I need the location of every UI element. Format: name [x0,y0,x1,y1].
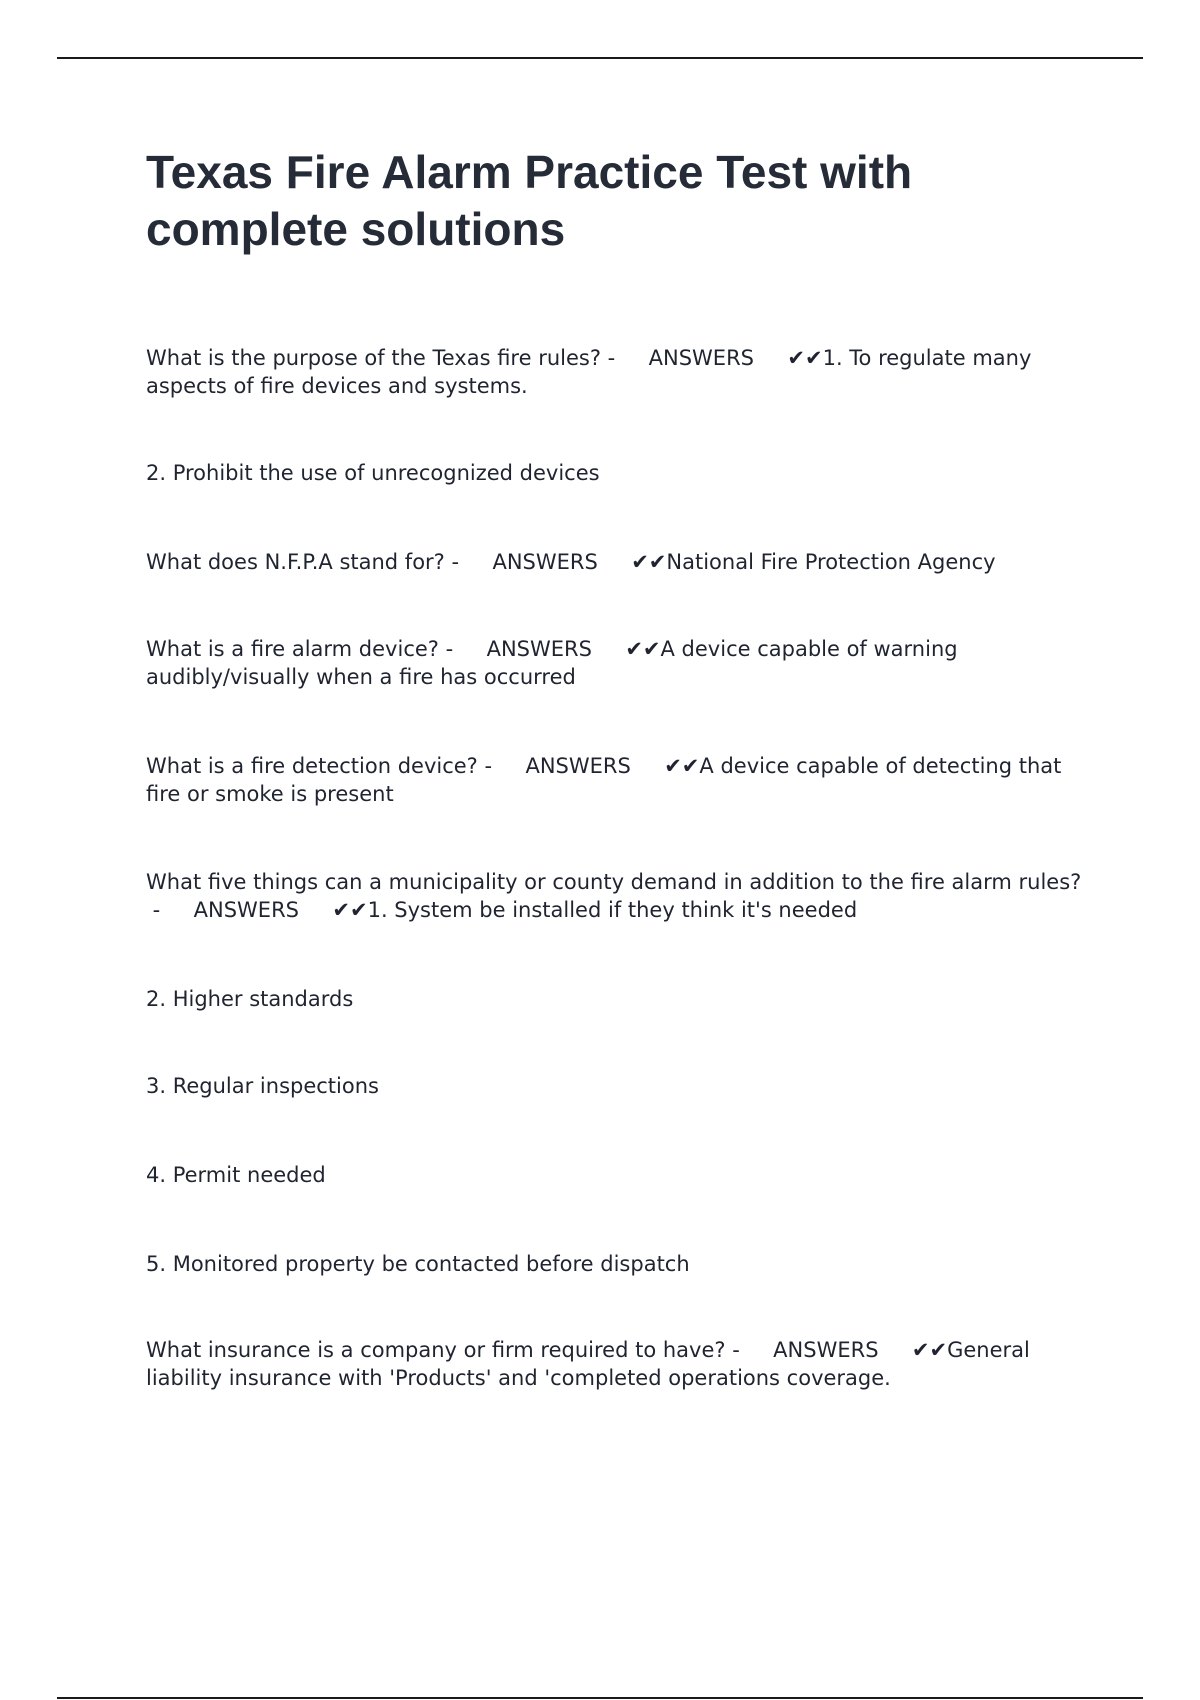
answer-continuation: 4. Permit needed [146,1163,326,1187]
separator: - [444,550,493,574]
qa-entry [146,344,1086,400]
separator: - [725,1338,774,1362]
answer-continuation: 5. Monitored property be contacted before dispatch [146,1252,690,1276]
question-text: What is the purpose of the Texas fire rules? [146,346,601,370]
qa-entry [146,752,1086,808]
answers-label: ANSWERS [525,754,631,778]
check-marks: ✔✔ [878,1338,948,1362]
answer-text: 1. System be installed if they think it's needed [367,898,858,922]
separator: - [601,346,649,370]
document-title: Texas Fire Alarm Practice Test with complete solutions [146,146,913,255]
answer-text: A device capable of detecting that fire or smoke is present [146,754,1062,806]
answer-text: General liability insurance with 'Products' and 'completed operations coverage. [146,1338,1030,1390]
separator: - [477,754,526,778]
check-marks: ✔✔ [597,550,667,574]
qa-entry [146,635,1086,691]
answer-text: A device capable of warning audibly/visually when a fire has occurred [146,637,958,689]
question-text: What does N.F.P.A stand for? [146,550,445,574]
answer-continuation: 2. Prohibit the use of unrecognized devices [146,461,600,485]
answers-label: ANSWERS [648,346,754,370]
qa-entry [146,1336,1086,1392]
separator: - [146,898,194,922]
answer-continuation: 2. Higher standards [146,987,354,1011]
answer-text: 1. To regulate many aspects of fire devices and systems. [146,346,1032,398]
answers-label: ANSWERS [486,637,592,661]
top-rule [57,57,1143,59]
check-marks: ✔✔ [754,346,823,370]
answers-label: ANSWERS [193,898,299,922]
qa-entry [146,548,1086,576]
check-marks: ✔✔ [630,754,700,778]
question-text: What is a fire alarm device? [146,637,439,661]
question-text: What five things can a municipality or county demand in addition to the fire alarm rules? [146,870,1082,894]
question-text: What insurance is a company or firm required to have? [146,1338,726,1362]
answers-label: ANSWERS [773,1338,879,1362]
answer-continuation: 3. Regular inspections [146,1074,379,1098]
qa-entry [146,868,1086,924]
answers-label: ANSWERS [492,550,598,574]
answer-text: National Fire Protection Agency [666,550,996,574]
question-text: What is a fire detection device? [146,754,478,778]
separator: - [438,637,487,661]
bottom-rule [57,1697,1143,1699]
check-marks: ✔✔ [591,637,661,661]
check-marks: ✔✔ [299,898,368,922]
